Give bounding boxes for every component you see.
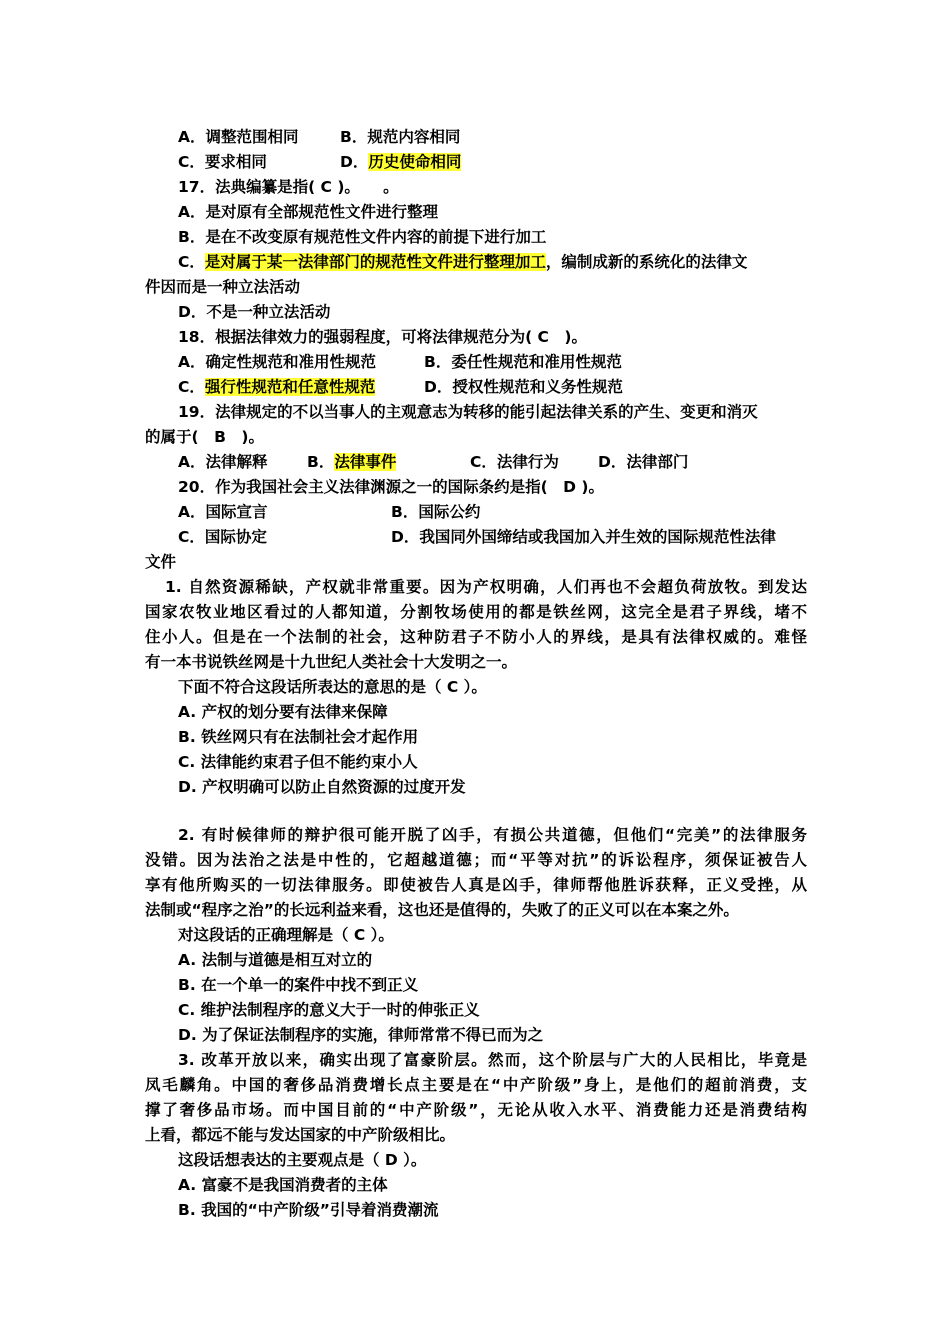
- q19-stem: 19．法律规定的不以当事人的主观意志为转移的能引起法律关系的产生、变更和消灭: [178, 403, 758, 421]
- reading3-paragraph-line4: 上看，都远不能与发达国家的中产阶级相比。: [145, 1126, 456, 1144]
- q17-option-a: A．是对原有全部规范性文件进行整理: [178, 203, 438, 221]
- q20-option-d: D．我国同外国缔结或我国加入并生效的国际规范性法律: [391, 528, 776, 546]
- reading2-paragraph-line1: 2. 有时候律师的辩护很可能开脱了凶手，有损公共道德，但他们“完美”的法律服务: [178, 826, 807, 844]
- q20-stem: 20．作为我国社会主义法律渊源之一的国际条约是指( D )。: [178, 478, 605, 496]
- reading2-option-a: A. 法制与道德是相互对立的: [178, 951, 373, 969]
- reading1-option-d: D. 产权明确可以防止自然资源的过度开发: [178, 778, 466, 796]
- q16-options-ab: [178, 126, 807, 148]
- q17-option-c: C．是对属于某一法律部门的规范性文件进行整理加工，编制成新的系统化的法律文: [178, 253, 748, 271]
- reading1-option-b: B. 铁丝网只有在法制社会才起作用: [178, 728, 419, 746]
- reading1-option-c: C. 法律能约束君子但不能约束小人: [178, 753, 418, 771]
- q19-option-b: B．法律事件: [307, 453, 397, 471]
- q19-option-d: D．法律部门: [598, 453, 689, 471]
- reading1-question: 下面不符合这段话所表达的意思的是（ C ）。: [178, 678, 487, 696]
- q20-options-ab: [178, 501, 807, 523]
- q17-stem: 17．法典编纂是指( C )。 。: [178, 178, 399, 196]
- reading1-paragraph-line4: 有一本书说铁丝网是十九世纪人类社会十大发明之一。: [145, 653, 518, 671]
- reading1-paragraph-line3: 住小人。但是在一个法制的社会，这种防君子不防小人的界线，是具有法律权威的。难怪: [145, 628, 807, 646]
- reading1-paragraph-line2: 国家农牧业地区看过的人都知道，分割牧场使用的都是铁丝网，这完全是君子界线，堵不: [145, 603, 807, 621]
- answer-highlight: 法律事件: [334, 453, 397, 471]
- q17-option-b: B．是在不改变原有规范性文件内容的前提下进行加工: [178, 228, 547, 246]
- reading2-option-b: B. 在一个单一的案件中找不到正义: [178, 976, 419, 994]
- reading3-paragraph-line3: 撑了奢侈品市场。而中国目前的“中产阶级”，无论从收入水平、消费能力还是消费结构: [145, 1101, 807, 1119]
- q18-options-cd: [178, 376, 807, 398]
- q19-option-a: A．法律解释: [178, 453, 268, 471]
- q18-option-b: B．委任性规范和准用性规范: [424, 353, 622, 371]
- q20-option-b: B．国际公约: [391, 503, 481, 521]
- reading2-paragraph-line4: 法制或“程序之治”的长远利益来看，这也还是值得的，失败了的正义可以在本案之外。: [145, 901, 739, 919]
- reading3-paragraph-line1: 3. 改革开放以来，确实出现了富豪阶层。然而，这个阶层与广大的人民相比，毕竟是: [178, 1051, 807, 1069]
- q16-option-d: D．历史使命相同: [340, 153, 462, 171]
- q18-option-a: A．确定性规范和准用性规范: [178, 353, 376, 371]
- q17-option-c-continued: 件因而是一种立法活动: [145, 278, 301, 296]
- reading2-paragraph-line3: 享有他所购买的一切法律服务。即使被告人真是凶手，律师帮他胜诉获释，正义受挫，从: [145, 876, 807, 894]
- answer-highlight: 历史使命相同: [368, 153, 462, 171]
- q20-option-c: C．国际协定: [178, 528, 267, 546]
- reading3-paragraph-line2: 凤毛麟角。中国的奢侈品消费增长点主要是在“中产阶级”身上，是他们的超前消费，支: [145, 1076, 807, 1094]
- reading2-question: 对这段话的正确理解是（ C ）。: [178, 926, 394, 944]
- q20-options-cd: [178, 526, 807, 548]
- reading1-option-a: A. 产权的划分要有法律来保障: [178, 703, 388, 721]
- q20-option-a: A．国际宣言: [178, 503, 268, 521]
- reading2-option-d: D. 为了保证法制程序的实施，律师常常不得已而为之: [178, 1026, 544, 1044]
- q18-options-ab: [178, 351, 807, 373]
- reading2-option-c: C. 维护法制程序的意义大于一时的伸张正义: [178, 1001, 480, 1019]
- reading2-paragraph-line2: 没错。因为法治之法是中性的，它超越道德；而“平等对抗”的诉讼程序，须保证被告人: [145, 851, 807, 869]
- q18-option-c: C．强行性规范和任意性规范: [178, 378, 376, 396]
- q17-option-d: D．不是一种立法活动: [178, 303, 331, 321]
- answer-highlight: 强行性规范和任意性规范: [204, 378, 376, 396]
- q18-stem: 18．根据法律效力的强弱程度，可将法律规范分为( C )。: [178, 328, 588, 346]
- q20-option-d-continued: 文件: [145, 553, 177, 571]
- reading1-paragraph-line1: 1. 自然资源稀缺，产权就非常重要。因为产权明确，人们再也不会超负荷放牧。到发达: [165, 578, 807, 596]
- reading3-option-a: A. 富豪不是我国消费者的主体: [178, 1176, 388, 1194]
- q18-option-d: D．授权性规范和义务性规范: [424, 378, 623, 396]
- q16-option-b: B．规范内容相同: [340, 128, 461, 146]
- q19-stem-continued: 的属于( B )。: [145, 428, 264, 446]
- reading3-option-b: B. 我国的“中产阶级”引导着消费潮流: [178, 1201, 439, 1219]
- q16-options-cd: [178, 151, 807, 173]
- q16-option-c: C．要求相同: [178, 153, 267, 171]
- q16-option-a: A．调整范围相同: [178, 128, 299, 146]
- q19-options: [178, 451, 807, 473]
- reading3-question: 这段话想表达的主要观点是（ D ）。: [178, 1151, 427, 1169]
- answer-highlight: 是对属于某一法律部门的规范性文件进行整理加工: [204, 253, 546, 271]
- q19-option-c: C．法律行为: [470, 453, 559, 471]
